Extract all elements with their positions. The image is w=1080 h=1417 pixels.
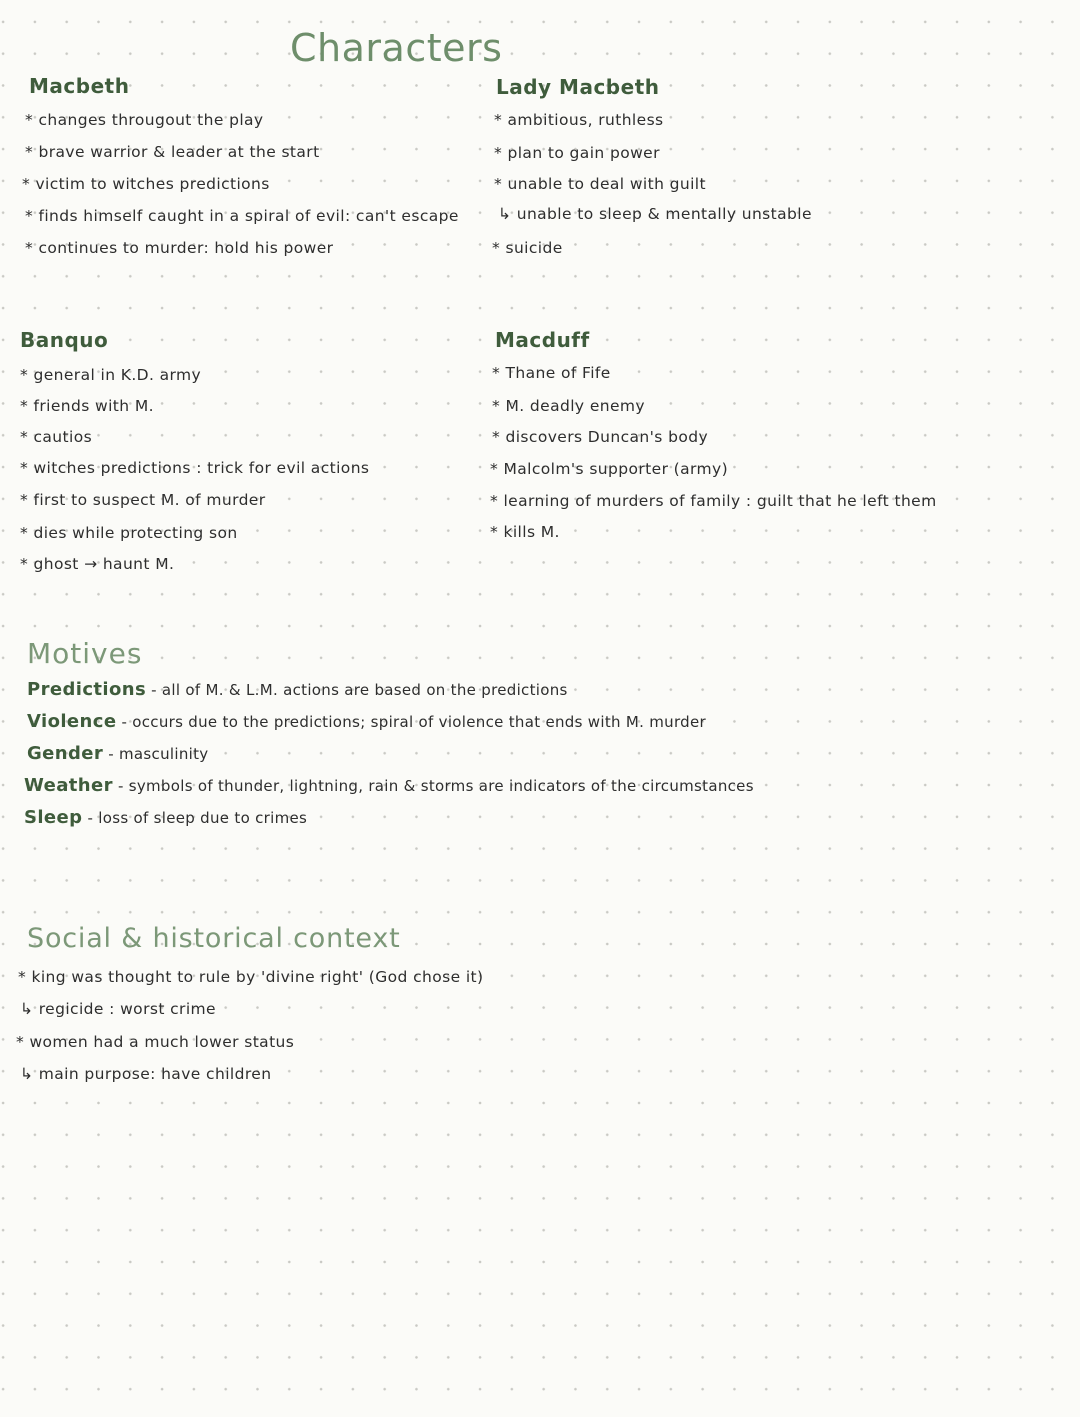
motive-row (24, 807, 307, 828)
page-title: Characters (290, 26, 503, 70)
motive-term: Gender (27, 743, 104, 764)
list-item: * cautios (20, 428, 93, 446)
list-item: * suicide (492, 239, 563, 257)
list-item: ↳ main purpose: have children (20, 1065, 272, 1083)
list-item: * unable to deal with guilt (494, 175, 706, 193)
list-item: * Thane of Fife (492, 364, 611, 382)
list-item: * dies while protecting son (20, 524, 238, 542)
list-item: ↳ unable to sleep & mentally unstable (498, 205, 812, 223)
motive-row (27, 743, 208, 764)
list-item: * Malcolm's supporter (army) (490, 460, 729, 478)
motive-row (24, 775, 754, 796)
list-item: * M. deadly enemy (492, 397, 645, 415)
list-item: * finds himself caught in a spiral of evil: can't escape (25, 207, 459, 225)
list-item: * ghost → haunt M. (20, 555, 175, 573)
list-item: * general in K.D. army (20, 366, 202, 384)
motive-term: Weather (24, 775, 113, 796)
list-item: * friends with M. (20, 397, 154, 415)
motive-row (27, 679, 568, 700)
section-title-motives: Motives (27, 637, 143, 670)
character-heading-banquo: Banquo (20, 328, 109, 352)
list-item: * king was thought to rule by 'divine right' (God chose it) (18, 968, 484, 986)
motive-term: Sleep (24, 807, 83, 828)
list-item: * ambitious, ruthless (494, 111, 664, 129)
list-item: * women had a much lower status (16, 1033, 295, 1051)
list-item: * discovers Duncan's body (492, 428, 709, 446)
list-item: * continues to murder: hold his power (25, 239, 334, 257)
list-item: * learning of murders of family : guilt that he left them (490, 492, 937, 510)
character-heading-macduff: Macduff (495, 328, 590, 352)
list-item: * changes througout the play (25, 111, 264, 129)
motive-term: Violence (27, 711, 117, 732)
list-item: * plan to gain power (494, 144, 660, 162)
list-item: * kills M. (490, 523, 560, 541)
motive-desc: - occurs due to the predictions; spiral of violence that ends with M. murder (116, 713, 706, 731)
motive-desc: - masculinity (103, 745, 209, 763)
motive-desc: - symbols of thunder, lightning, rain & storms are indicators of the circumstances (112, 777, 754, 795)
list-item: * brave warrior & leader at the start (25, 143, 320, 161)
motive-row (27, 711, 706, 732)
section-title-context: Social & historical context (27, 923, 401, 954)
list-item: * witches predictions : trick for evil actions (20, 459, 370, 477)
motive-desc: - loss of sleep due to crimes (82, 809, 308, 827)
list-item: ↳ regicide : worst crime (20, 1000, 216, 1018)
list-item: * victim to witches predictions (22, 175, 270, 193)
motive-term: Predictions (27, 679, 147, 700)
character-heading-macbeth: Macbeth (29, 74, 130, 98)
list-item: * first to suspect M. of murder (20, 491, 266, 509)
character-heading-lady-macbeth: Lady Macbeth (496, 75, 660, 99)
motive-desc: - all of M. & L.M. actions are based on the predictions (146, 681, 568, 699)
